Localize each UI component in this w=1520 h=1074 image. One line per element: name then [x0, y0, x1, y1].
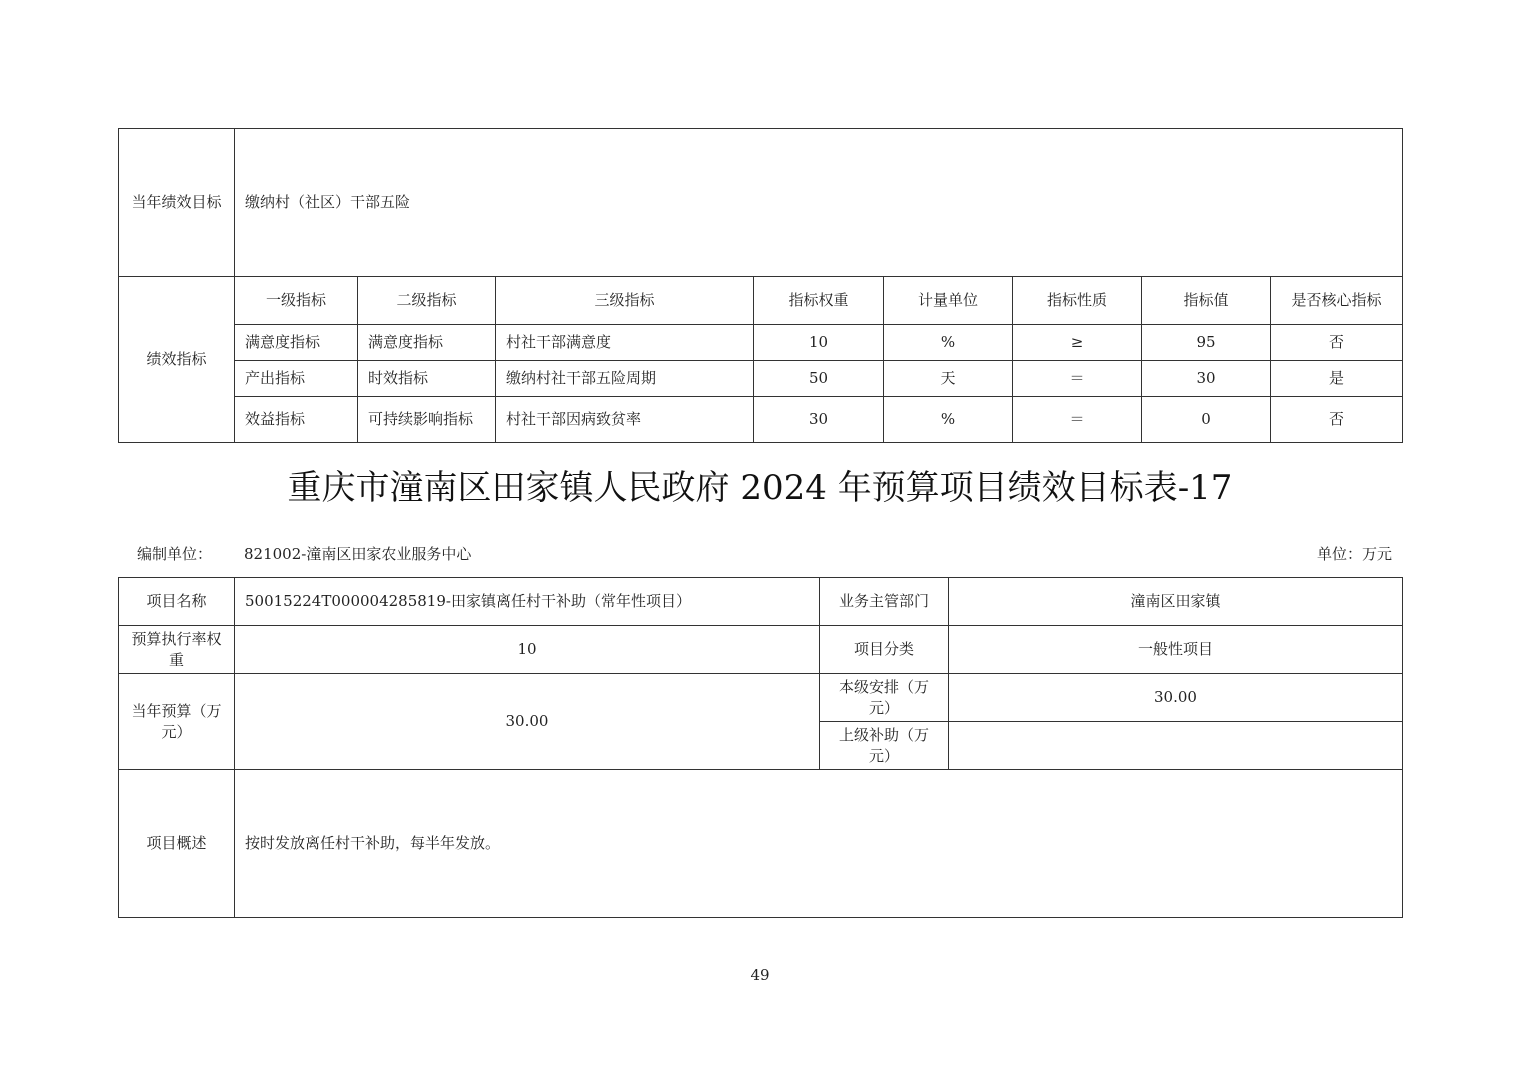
cell-weight: 10: [754, 325, 884, 361]
header-level3: 三级指标: [496, 277, 754, 325]
upper-label: 上级补助（万元）: [820, 722, 949, 770]
cell-unit: 天: [884, 361, 1013, 397]
cell-level1: 产出指标: [235, 361, 358, 397]
unit-label: 单位：万元: [1316, 545, 1392, 563]
title-year: 2024: [740, 468, 827, 508]
goal-label: 当年绩效目标: [119, 129, 235, 277]
dept-value: 潼南区田家镇: [949, 578, 1403, 626]
title-part1: 重庆市潼南区田家镇人民政府: [287, 468, 730, 508]
cell-level2: 满意度指标: [358, 325, 496, 361]
cell-nature: ≥: [1013, 325, 1142, 361]
metrics-label: 绩效指标: [119, 277, 235, 443]
cell-value: 95: [1142, 325, 1271, 361]
cell-level3: 缴纳村社干部五险周期: [496, 361, 754, 397]
project-name-label: 项目名称: [119, 578, 235, 626]
goal-value: 缴纳村（社区）干部五险: [235, 129, 1403, 277]
cell-unit: %: [884, 325, 1013, 361]
rate-label: 预算执行率权重: [119, 626, 235, 674]
cell-weight: 30: [754, 397, 884, 443]
cell-level2: 可持续影响指标: [358, 397, 496, 443]
org-label: 编制单位：: [137, 545, 213, 563]
cell-value: 0: [1142, 397, 1271, 443]
header-weight: 指标权重: [754, 277, 884, 325]
cell-level2: 时效指标: [358, 361, 496, 397]
cell-weight: 50: [754, 361, 884, 397]
cell-core: 是: [1271, 361, 1403, 397]
cell-level3: 村社干部满意度: [496, 325, 754, 361]
title-suffix: -17: [1177, 468, 1233, 508]
header-unit: 计量单位: [884, 277, 1013, 325]
table-row: [119, 325, 1403, 361]
metrics-header-row: [119, 277, 1403, 325]
overview-label: 项目概述: [119, 770, 235, 918]
cell-nature: ＝: [1013, 361, 1142, 397]
budget-label: 当年预算（万元）: [119, 674, 235, 770]
org-unit-row: [0, 543, 1520, 565]
overview-value: 按时发放离任村干补助，每半年发放。: [235, 770, 1403, 918]
page-number: 49: [750, 966, 770, 984]
org-value: 821002-潼南区田家农业服务中心: [244, 545, 472, 563]
category-value: 一般性项目: [949, 626, 1403, 674]
prev-performance-table: [118, 128, 1403, 443]
rate-value: 10: [235, 626, 820, 674]
budget-value: 30.00: [235, 674, 820, 770]
header-core: 是否核心指标: [1271, 277, 1403, 325]
local-value: 30.00: [949, 674, 1403, 722]
cell-core: 否: [1271, 397, 1403, 443]
header-nature: 指标性质: [1013, 277, 1142, 325]
local-label: 本级安排（万元）: [820, 674, 949, 722]
project-table: [118, 577, 1403, 918]
dept-label: 业务主管部门: [820, 578, 949, 626]
table-row: [119, 397, 1403, 443]
table-row: [119, 361, 1403, 397]
cell-level1: 效益指标: [235, 397, 358, 443]
header-value: 指标值: [1142, 277, 1271, 325]
header-level2: 二级指标: [358, 277, 496, 325]
cell-value: 30: [1142, 361, 1271, 397]
page-title: [0, 462, 1520, 514]
project-name-value: 50015224T000004285819-田家镇离任村干补助（常年性项目）: [235, 578, 820, 626]
cell-core: 否: [1271, 325, 1403, 361]
cell-nature: ＝: [1013, 397, 1142, 443]
header-level1: 一级指标: [235, 277, 358, 325]
cell-level1: 满意度指标: [235, 325, 358, 361]
cell-unit: %: [884, 397, 1013, 443]
cell-level3: 村社干部因病致贫率: [496, 397, 754, 443]
title-part2: 年预算项目绩效目标表: [837, 468, 1178, 508]
category-label: 项目分类: [820, 626, 949, 674]
upper-value: [949, 722, 1403, 770]
